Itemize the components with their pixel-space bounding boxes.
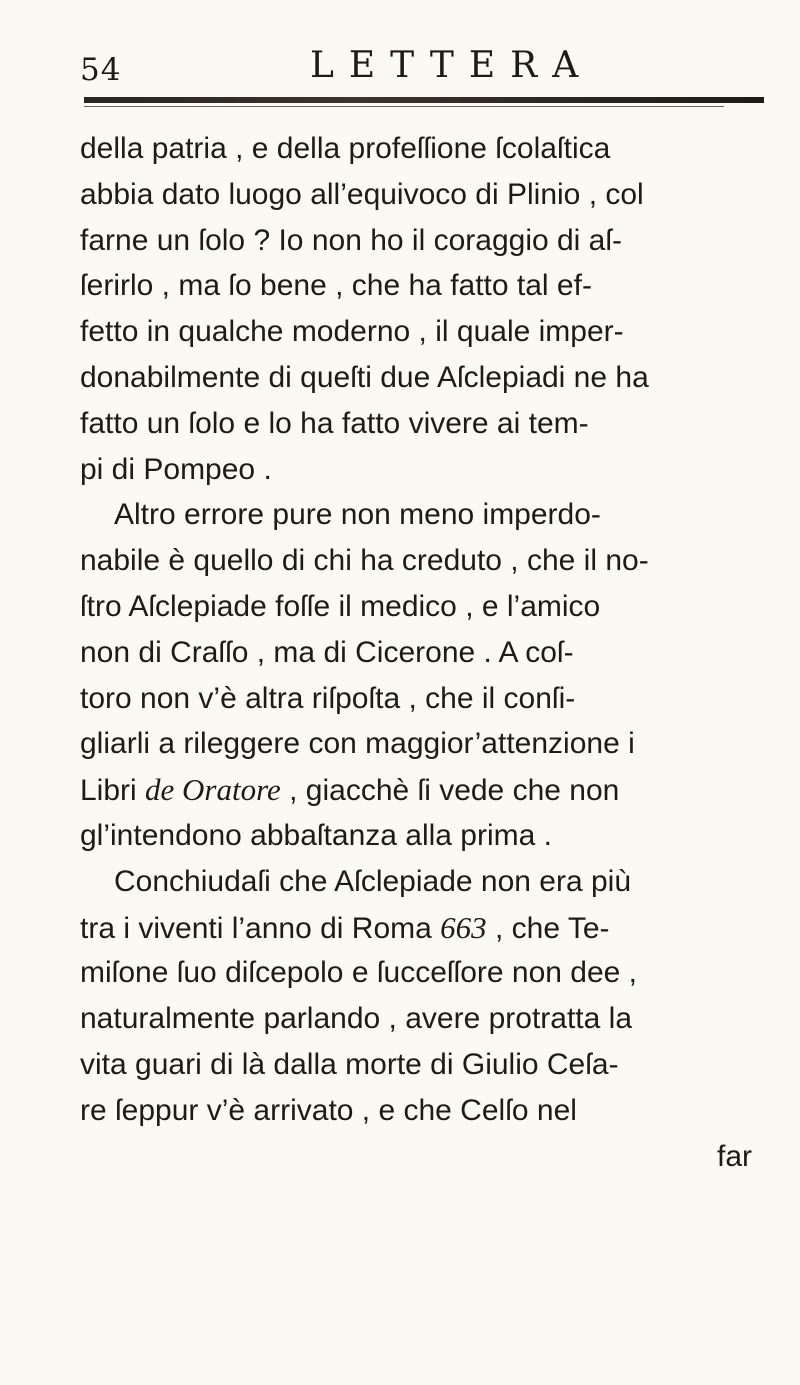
text-line: pi di Pompeo .: [80, 452, 272, 486]
text-line: ſerirlo , ma ſo bene , che ha fatto tal ef-: [80, 269, 592, 303]
header-rule-thin: [84, 106, 724, 107]
text-line: della patria , e della profeſſione ſcolaſtica: [80, 132, 611, 165]
body-text: [80, 126, 780, 1179]
text-line: Conchiudaſi che Aſclepiade non era più: [114, 864, 632, 898]
text-line: gl’intendono abbaſtanza alla prima .: [80, 818, 552, 852]
text-line: nabile è quello di chi ha creduto , che il no-: [80, 544, 649, 578]
text-line: naturalmente parlando , avere protratta la: [80, 1002, 632, 1036]
text-line: vita guari di là dalla morte di Giulio Ceſa-: [80, 1047, 619, 1081]
text-line: toro non v’è altra riſpoſta , che il conſi-: [80, 681, 576, 715]
text-segment: tra i viventi l’anno di Roma: [80, 911, 441, 945]
text-line: non di Craſſo , ma di Cicerone . A coſ-: [80, 635, 574, 669]
running-head: LETTERA: [310, 45, 594, 86]
text-segment: , che Te-: [486, 911, 610, 945]
text-line: gliarli a rileggere con maggior’attenzione i: [80, 727, 635, 761]
page-number: 54: [80, 52, 122, 88]
italic-title: de Oratore: [145, 772, 281, 808]
text-line: miſone ſuo diſcepolo e ſucceſſore non dee ,: [80, 956, 638, 990]
text-segment: Libri: [80, 774, 146, 808]
text-line: re ſeppur v’è arrivato , e che Celſo nel: [80, 1093, 577, 1127]
text-line: fatto un ſolo e lo ha fatto vivere ai tem-: [80, 406, 589, 440]
text-line: ſtro Aſclepiade foſſe il medico , e l’amico: [80, 589, 601, 623]
text-line: donabilmente di queſti due Aſclepiadi ne ha: [80, 360, 649, 394]
text-line-with-italic: [80, 905, 780, 951]
italic-year: 663: [440, 909, 487, 945]
text-segment: , giacchè ſi vede che non: [280, 774, 620, 808]
catchword: far: [716, 1139, 752, 1173]
text-line-with-italic: [80, 767, 780, 813]
text-line: farne un ſolo ? Io non ho il coraggio di aſ-: [80, 223, 623, 257]
header-rule: [84, 97, 764, 103]
text-line: fetto in qualche moderno , il quale imper-: [80, 315, 624, 349]
text-line: Altro errore pure non meno imperdo-: [114, 498, 601, 532]
text-line: abbia dato luogo all’equivoco di Plinio , col: [80, 177, 644, 211]
